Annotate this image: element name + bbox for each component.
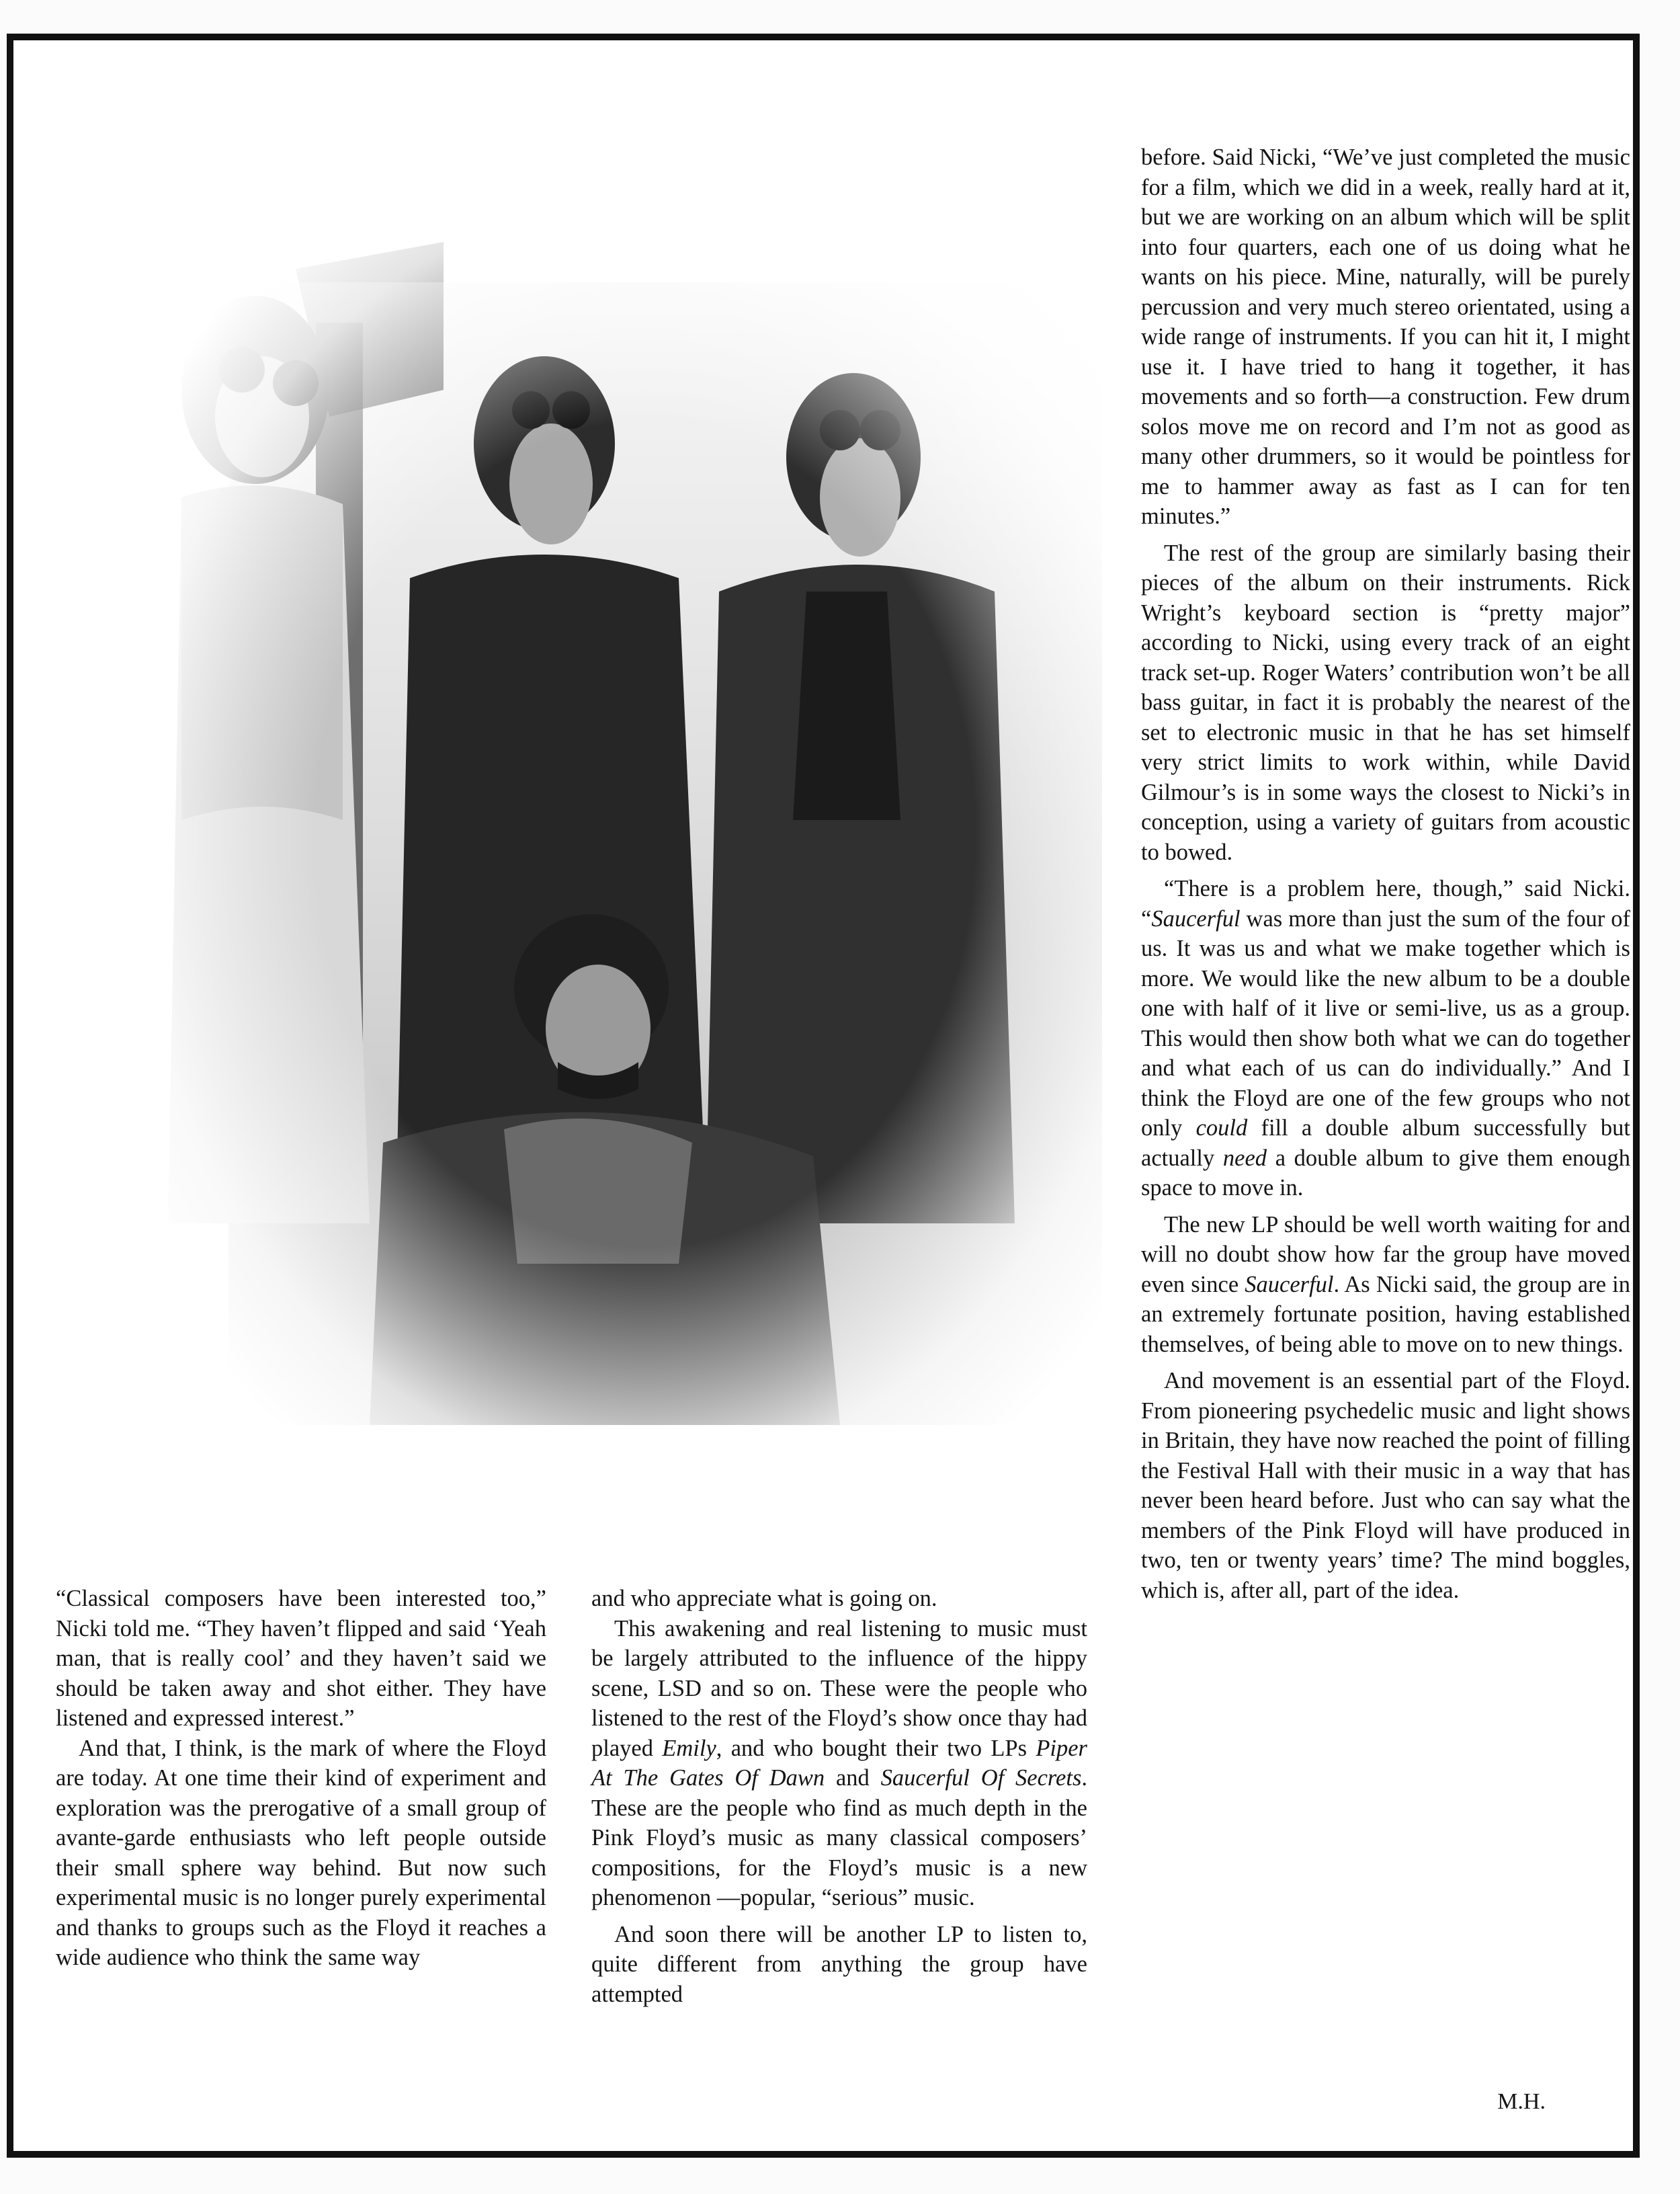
paragraph: And movement is an essential part of the Floyd. From pioneering psychedelic music and light shows in Britain, they have now reached the point of filling the Festival Hall with their music in a way that has never been heard before. Just who can say what the members of the Pink Floyd will have produced in two, ten or twenty years’ time? The mind boggles, which is, after all, part of the idea. bbox=[1141, 1368, 1630, 1603]
text-run: , and who bought their two LPs bbox=[716, 1735, 1036, 1761]
paragraph bbox=[591, 1614, 1087, 1913]
band-photo-aviators bbox=[128, 215, 1163, 1506]
paragraph bbox=[1141, 874, 1630, 1203]
article-column-right bbox=[1141, 143, 1630, 1605]
text-run: The new LP should be well worth waiting for and will no doubt show how far the group have moved even since bbox=[1141, 1211, 1630, 1297]
album-title-saucerful: Saucerful Of Secrets bbox=[880, 1765, 1082, 1791]
page-border-frame bbox=[7, 34, 1640, 2158]
paragraph: And soon there will be another LP to listen to, quite different from anything the group have attempted bbox=[591, 1921, 1087, 2007]
photo-scene bbox=[128, 215, 1163, 1506]
article-column-middle bbox=[591, 1584, 1087, 2009]
text-run: This awakening and real listening to music must be largely attributed to the influence of the hippy scene, LSD and so on. These were the people who listened to the rest of the Floyd’s show once thay had played bbox=[591, 1615, 1087, 1761]
article-column-left bbox=[56, 1584, 546, 1973]
text-run: fill a double album successfully but actually bbox=[1141, 1115, 1630, 1171]
paragraph: And that, I think, is the mark of where the Floyd are today. At one time their kind of experiment and exploration was the prerogative of a small group of avante-garde enthusiasts who left people outside their small sphere way behind. But now such experimental music is no longer purely experimental and thanks to groups such as the Floyd it reaches a wide audience who think the same way bbox=[56, 1735, 546, 1970]
album-title-saucerful: Saucerful bbox=[1245, 1271, 1334, 1297]
emphasis-need: need bbox=[1222, 1145, 1267, 1171]
text-run: a double album to give them enough space to move in. bbox=[1141, 1145, 1630, 1201]
text-run: . As Nicki said, the group are in an extremely fortunate position, having established themselves, of being able to move on to new things. bbox=[1141, 1271, 1630, 1357]
text-run: and bbox=[825, 1765, 881, 1791]
text-run: . These are the people who find as much depth in the Pink Floyd’s music as many classical composers’ compositions, for the Floyd’s music is a new phenomenon —popular, “serious” music. bbox=[591, 1765, 1087, 1910]
paragraph: and who appreciate what is going on. bbox=[591, 1586, 937, 1611]
song-title-emily: Emily bbox=[662, 1735, 716, 1761]
text-run: was more than just the sum of the four of us. It was us and what we make together which is more. We would like the new album to be a double one with half of it live or semi-live, us as a group. This would then show both what we can do together and what each of us can do individually.” And I think the Floyd are one of the few groups who not only bbox=[1141, 905, 1630, 1141]
author-initials: M.H. bbox=[1497, 2089, 1546, 2114]
emphasis-could: could bbox=[1195, 1115, 1248, 1141]
paragraph: The rest of the group are similarly basing their pieces of the album on their instruments. Rick Wright’s keyboard section is “pretty major” according to Nicki, using every track of an eight track set-up. Roger Waters’ contribution won’t be all bass guitar, in fact it is probably the nearest of the set to electronic music in that he has set himself very strict limits to work within, while David Gilmour’s is in some ways the closest to Nicki’s in conception, using a variety of guitars from acoustic to bowed. bbox=[1141, 540, 1630, 865]
paragraph: “Classical composers have been interested too,” Nicki told me. “They haven’t flipped and said ‘Yeah man, that is really cool’ and they haven’t said we should be taken away and shot either. They have listened and expressed interest.” bbox=[56, 1586, 546, 1731]
text-run: “There is a problem here, though,” said Nicki. “ bbox=[1141, 876, 1630, 932]
album-title-saucerful: Saucerful bbox=[1151, 905, 1241, 932]
paragraph bbox=[1141, 1210, 1630, 1360]
paragraph: before. Said Nicki, “We’ve just completed the music for a film, which we did in a week, really hard at it, but we are working on an album which will be split into four quarters, each one of us doing what he wants on his piece. Mine, naturally, will be purely percussion and very much stereo orientated, using a wide range of instruments. If you can hit it, I might use it. I have tried to hang it together, it has movements and so forth—a construction. Few drum solos move me on record and I’m not as good as many other drummers, so it would be pointless for me to hammer away as fast as I can for ten minutes.” bbox=[1141, 145, 1630, 529]
album-title-piper: Piper At The Gates Of Dawn bbox=[591, 1735, 1087, 1791]
